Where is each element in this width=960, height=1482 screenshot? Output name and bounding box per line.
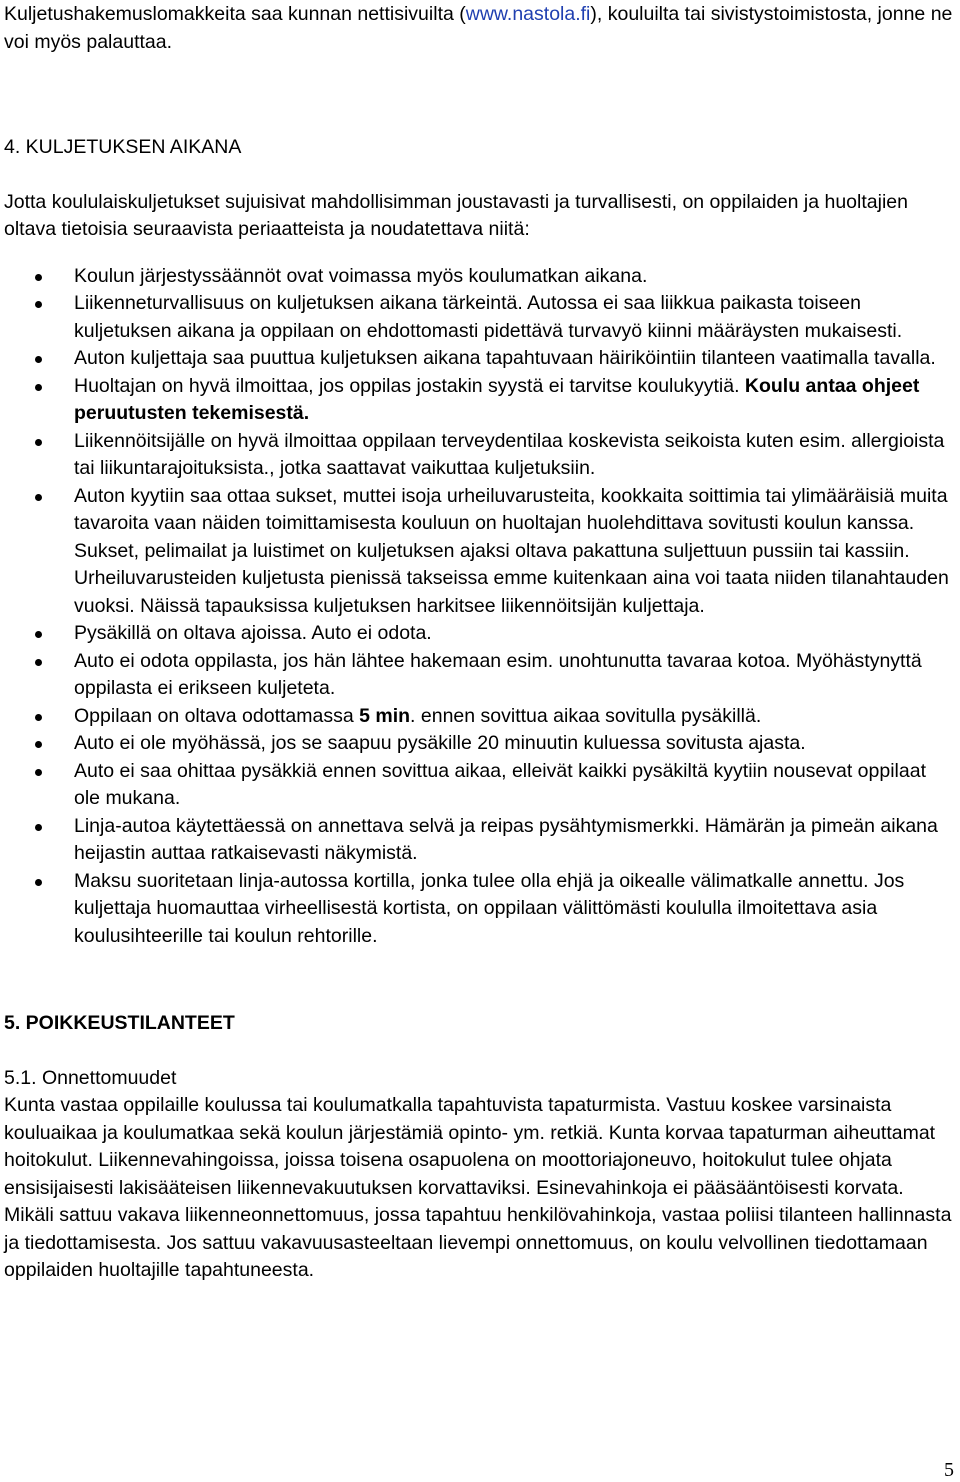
rule-item [4, 345, 954, 373]
rule-item [4, 813, 954, 868]
rule-text: Auto ei odota oppilasta, jos hän lähtee hakemaan esim. unohtunutta tavaraa kotoa. Myöhästynyttä oppilasta ei erikseen kuljeteta. [74, 649, 922, 699]
rule-item [4, 758, 954, 813]
bullet-icon [35, 714, 42, 721]
rule-item [4, 483, 954, 621]
rule-item [4, 868, 954, 951]
bullet-icon [35, 494, 42, 501]
rule-item [4, 290, 954, 345]
bullet-icon [35, 274, 42, 281]
rule-text: Auto ei ole myöhässä, jos se saapuu pysäkille 20 minuutin kuluessa sovitusta ajasta. [74, 732, 806, 754]
rule-item [4, 428, 954, 483]
rule-text: Pysäkillä on oltava ajoissa. Auto ei odota. [74, 622, 432, 644]
bullet-icon [35, 659, 42, 666]
rule-text: Linja-autoa käytettäessä on annettava selvä ja reipas pysähtymismerkki. Hämärän ja pimeän aikana heijastin auttaa ratkaisevasti näkymistä. [74, 814, 938, 864]
section-5-1-heading: 5.1. Onnettomuudet [4, 1066, 177, 1089]
rule-text: Liikennöitsijälle on hyvä ilmoittaa oppilaan terveydentilaa koskevista seikoista kuten esim. allergioista tai liikuntarajoituksista., jotka saattavat vaikuttaa kuljetuksiin. [74, 429, 945, 479]
rule-item [4, 703, 954, 731]
rule-item [4, 373, 954, 428]
website-link[interactable]: www.nastola.fi [465, 3, 591, 25]
section-5-1-paragraph: Kunta vastaa oppilaille koulussa tai koulumatkalla tapahtuvista tapaturmista. Vastuu koskee varsinaista kouluaikaa ja koulumatkaa sekä koulun järjestämiä opinto- ym. retkiä. Kunta korvaa tapaturman aiheuttamat hoitokulut. Liikennevahingoissa, joissa toisena osapuolena on moottoriajoneuvo, hoitokulut tulee ohjata ensisijaisesti lakisääteisen liikennevakuutuksen korvattaviksi. Esinevahinkoja ei pääsääntöisesti korvata. Mikäli sattuu vakava liikenneonnettomuus, jossa tapahtuu henkilövahinkoja, vastaa poliisi tilanteen hallinnasta ja tiedottamisesta. Jos sattuu vakavuusasteeltaan lievempi onnettomuus, on koulu velvollinen tiedottamaan oppilaiden huoltajille tapahtuneesta. [4, 1094, 952, 1281]
section-4-heading: 4. KULJETUKSEN AIKANA [4, 136, 242, 158]
rule-text: Auton kuljettaja saa puuttua kuljetuksen aikana tapahtuvaan häiriköintiin tilanteen vaatimalla tavalla. [74, 347, 936, 369]
rule-bold-text: Koulu antaa ohjeet peruutusten tekemisestä. [74, 374, 920, 424]
bullet-icon [35, 356, 42, 363]
bullet-icon [35, 879, 42, 886]
bullet-icon [35, 769, 42, 776]
intro-text-before: Kuljetushakemuslomakkeita saa kunnan nettisivuilta ( [4, 3, 466, 25]
bullet-icon [35, 824, 42, 831]
rule-text: Huoltajan on hyvä ilmoittaa, jos oppilas jostakin syystä ei tarvitse koulukyytiä. [74, 374, 745, 397]
section-5-heading: 5. POIKKEUSTILANTEET [4, 1012, 235, 1034]
bullet-icon [35, 301, 42, 308]
rule-text: Maksu suoritetaan linja-autossa kortilla, jonka tulee olla ehjä ja oikealle välimatkalle annettu. Jos kuljettaja huomauttaa virheellisestä kortista, on oppilaan välittömästi koululla ilmoitettava asia koulusihteerille tai koulun rehtorille. [74, 869, 905, 947]
rule-text: Liikenneturvallisuus on kuljetuksen aikana tärkeintä. Autossa ei saa liikkua paikasta toiseen kuljetuksen aikana ja oppilaan on ehdottomasti pidettävä turvavyö kiinni määräysten mukaisesti. [74, 292, 903, 342]
rule-text: Auto ei saa ohittaa pysäkkiä ennen sovittua aikaa, elleivät kaikki pysäkiltä kyytiin nousevat oppilaat ole mukana. [74, 759, 926, 809]
bullet-icon [35, 439, 42, 446]
section-4-intro: Jotta koululaiskuljetukset sujuisivat mahdollisimman joustavasti ja turvallisesti, on oppilaiden ja huoltajien oltava tietoisia seuraavista periaatteista ja noudatettava niitä: [4, 190, 908, 240]
rule-item [4, 620, 954, 648]
rule-item [4, 648, 954, 703]
rules-list [4, 263, 954, 951]
rule-bold-text: 5 min [359, 704, 411, 727]
document-page [4, 0, 954, 1285]
rule-item [4, 263, 954, 291]
rule-text-before: Oppilaan on oltava odottamassa [74, 704, 360, 727]
bullet-icon [35, 384, 42, 391]
rule-text: Auton kyytiin saa ottaa sukset, muttei isoja urheiluvarusteita, kookkaita soittimia tai ylimääräisiä muita tavaroita vaan näiden toimittamisesta kouluun on huoltajan huolehdittava sovitusti koulun kanssa. Sukset, pelimailat ja luistimet on kuljetuksen ajaksi oltava pakattuna suljettuun pussiin tai kassiin. Urheiluvarusteiden kuljetusta pienissä takseissa emme kuitenkaan aina voi taata niiden tilanahtauden vuoksi. Näissä tapauksissa kuljetuksen harkitsee liikennöitsijän kuljettaja. [74, 484, 949, 617]
rule-text-after: . ennen sovittua aikaa sovitulla pysäkillä. [410, 704, 762, 727]
page-number: 5 [944, 1459, 954, 1481]
intro-paragraph [4, 1, 954, 56]
rule-item [4, 730, 954, 758]
rule-text: Koulun järjestyssäännöt ovat voimassa myös koulumatkan aikana. [74, 264, 648, 287]
bullet-icon [35, 741, 42, 748]
intro-text-after: ), kouluilta tai sivistystoimistosta, jonne ne voi myös palauttaa. [4, 3, 953, 53]
bullet-icon [35, 631, 42, 638]
